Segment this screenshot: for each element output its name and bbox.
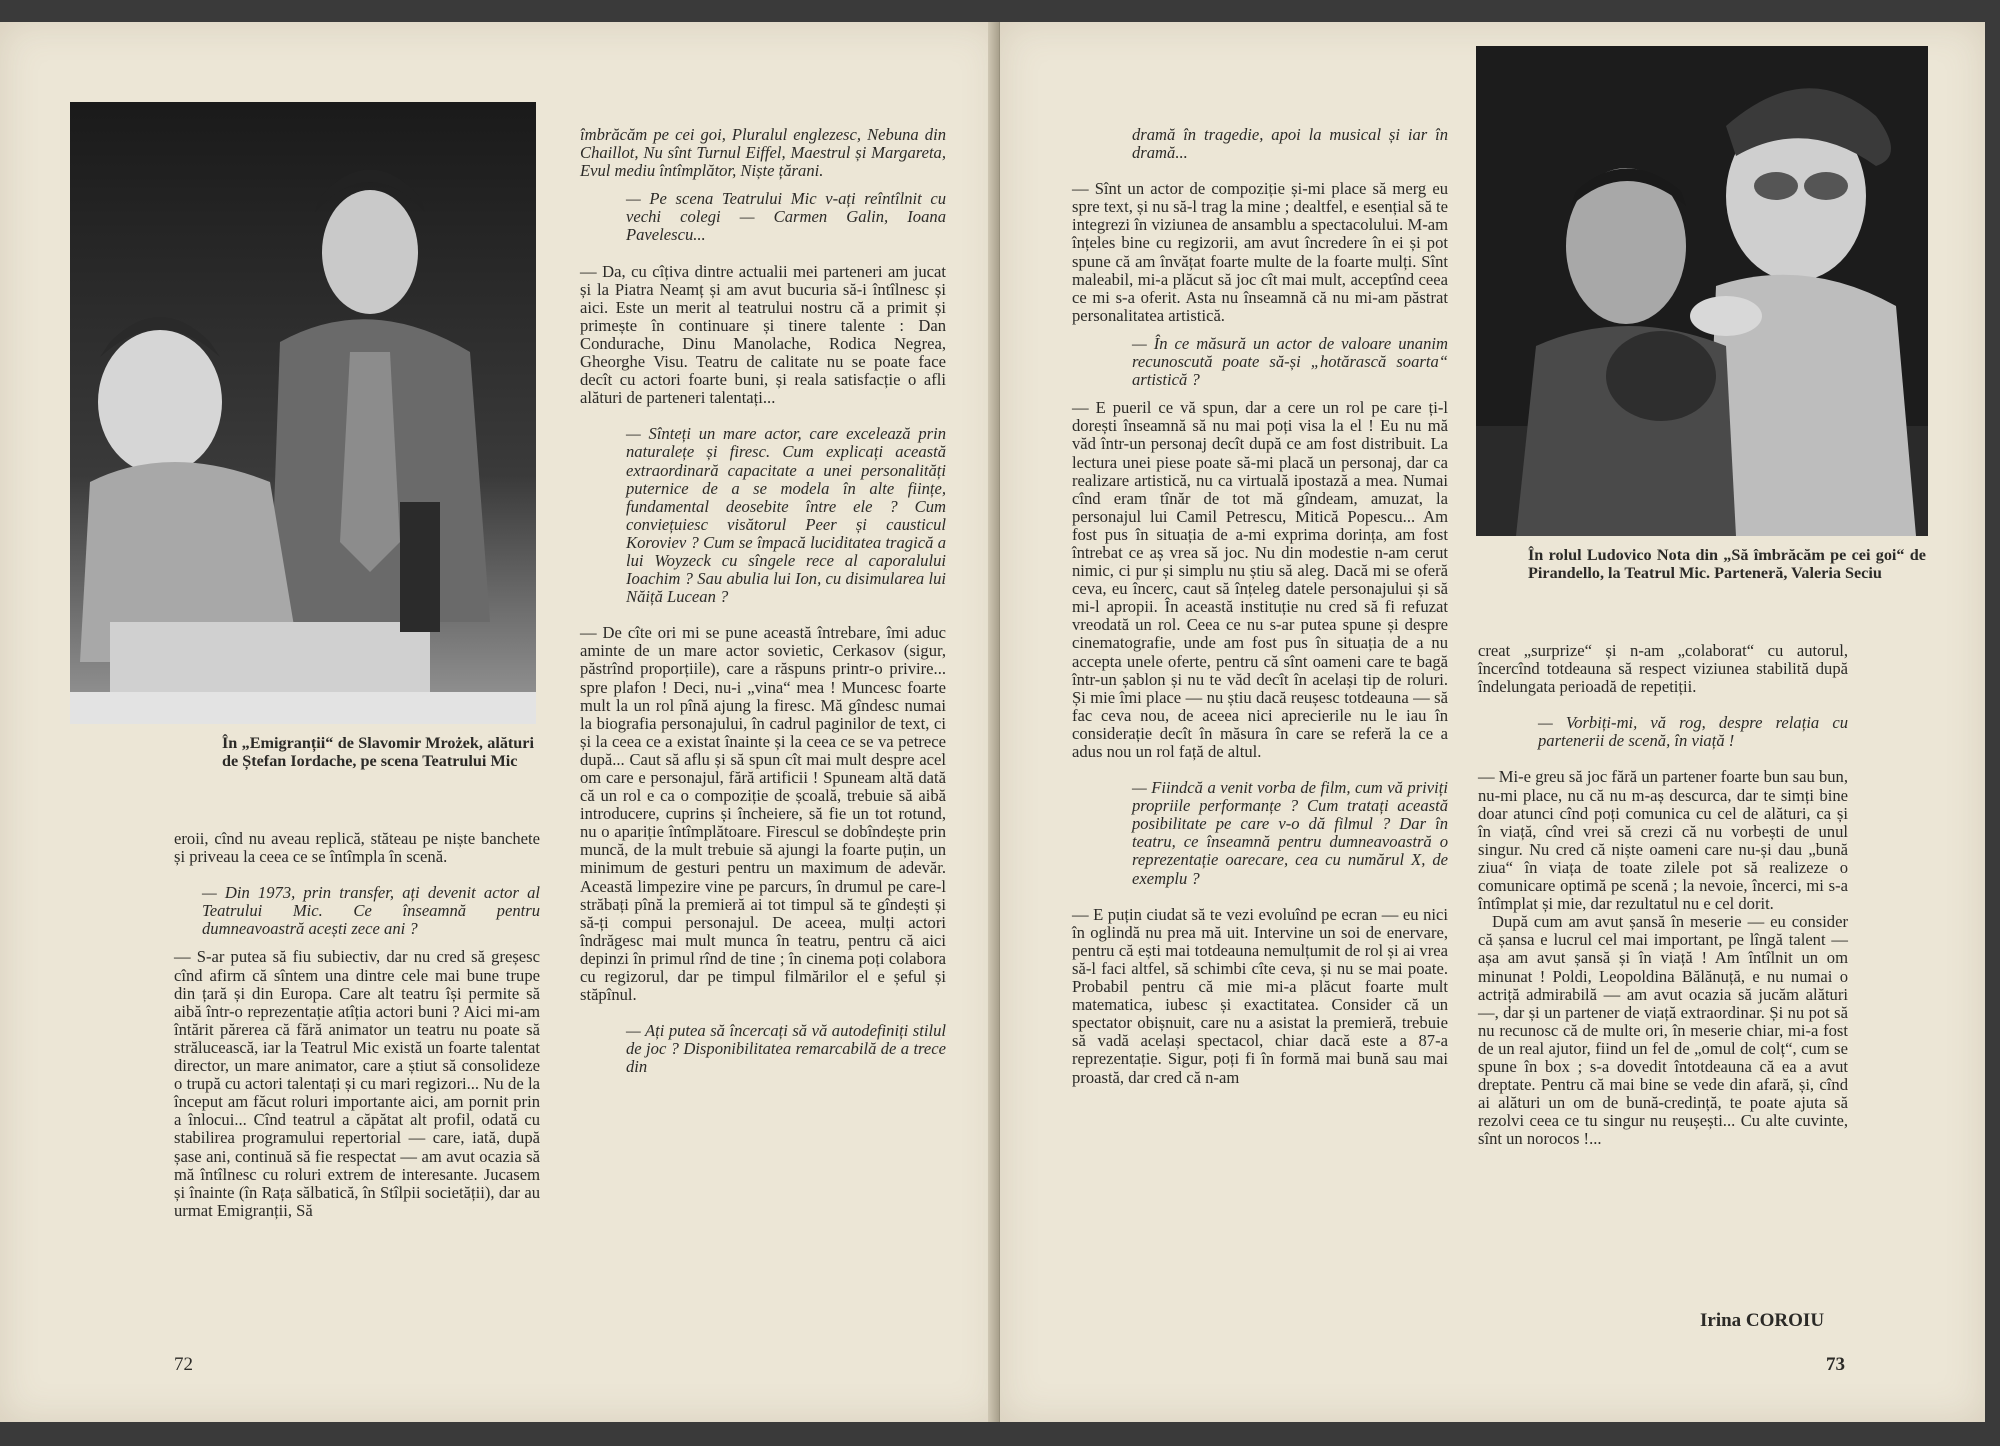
interview-answer: — Mi-e greu să joc fără un partener foarte bun sau bun, nu-mi place, nu că nu m-aș descurca, dar te simți bine doar atunci cînd poți comunica cu cel de alături, ca și în viață, cînd vrei să crezi că nu vorbești de unul singur. Nu cred că niște oameni care nu-și dau „bună ziua“ în viața de toate zilele pot să realizeze o comunicare optimă pe scenă ; la nevoie, încerci, mi s-a întîmplat și mie, dar rezultatul nu e cel dorit. — [1478, 767, 1848, 914]
interview-question: — Sînteți un mare actor, care excelează prin naturalețe și firesc. Cum explicați această extraordinară capacitate a unei personalități puternice de a se modela în alte ființe, fundamental deosebite între ele ? Cum conviețuiesc visătorul Peer și causticul Koroviev ? Cum se împacă luciditatea tragică a lui Woyzeck cu sîngele rece al caporalului Ioachim ? Sau abulia lui Ion, cu disimularea lui Năiță Lucean ? — [626, 424, 946, 607]
right-column-1 — [1072, 126, 1448, 1087]
right-column-2 — [1478, 642, 1848, 1148]
interview-question: — În ce măsură un actor de valoare unanim recunoscută poate să-și „hotărască soarta“ artistică ? — [1132, 333, 1448, 390]
interview-answer: — E pueril ce vă spun, dar a cere un rol pe care ți-l dorești înseamnă să nu mai poți visa la el ! Eu nu mă văd într-un personaj decît după ce am fost distribuit. La lectura unei piese poate să-mi placă un personaj, dar ca realizare artistică, nu ca virtuală ipostază a mea. Numai cînd eram tînăr de tot mă gîndeam, amuzat, la personajul lui Camil Petrescu, Mitică Popescu... Am fost pus în situația de a-mi exprima dorința, am fost întrebat ce aș vrea să joc. Nu din modestie n-am cerut nimic, ci pur și simplu nu știu să aleg. Dacă mi se oferă ceva, eu încerc, caut să înțeleg datele personajului și să mi-l apropii. În această instituție nu cred să fi refuzat vreodată un rol. Ceea ce nu s-ar putea spune și despre cinematografie, unde am fost pus în situația de a nu accepta unele oferte, pentru că sînt oameni care te bagă într-un șablon și nu te văd decît în același tip de roluri. Și mie îmi place — nu știu dacă reușesc totdeauna — să fac ceva nou, de aceea nici aprecierile nu le iau în considerație decît în măsura în care se referă la ce a adus nou un rol față de altul. — [1072, 398, 1448, 761]
left-column-2 — [580, 126, 946, 1077]
right-page — [1000, 22, 1985, 1422]
photo-ludovico-nota — [1476, 46, 1928, 536]
interview-answer: — Da, cu cîțiva dintre actualii mei parteneri am jucat și la Piatra Neamț și am avut bucuria să-i întîlnesc și aici. Este un merit al teatrului nostru că a primit și primește în continuare și tinere talente : Dan Condurache, Dinu Manolache, Rodica Negrea, Gheorghe Visu. Teatru de calitate nu se poate face decît cu actori foarte buni, și reala satisfacție o afli alături de parteneri talentați... — [580, 261, 946, 408]
interview-answer-continued: După cum am avut șansă în meserie — eu consider că șansa e lucrul cel mai important, pe lîngă talent — așa am avut șansă și în viață ! Am întîlnit un om minunat ! Poldi, Leopoldina Bălănuță, e nu numai o actriță admirabilă — am avut ocazia să jucăm alături —, dar și un partener de viață extraordinar. Și nu pot să nu recunosc că de multe ori, în meserie chiar, mi-a fost de un real ajutor, fiind un fel de „omul de colț“, cum se spune în box ; s-a dovedit întotdeauna că ea a avut dreptate. Pentru că mai bine se vede din afară, și, cînd ai alături un om de bună-credință, te poate ajuta să rezolvi ceea ce tu singur nu reușești... Cu alte cuvinte, sînt un norocos !... — [1478, 912, 1848, 1149]
photo-caption-right: În rolul Ludovico Nota din „Să îmbrăcăm pe cei goi“ de Pirandello, la Teatrul Mic. Parteneră, Valeria Seciu — [1528, 546, 1926, 582]
interview-answer: — Sînt un actor de compoziție și-mi place să merg eu spre text, și nu să-l trag la mine ; dealtfel, e esențial să te integrezi în viziunea de ansamblu a spectacolului. M-am înțeles bine cu regizorii, am avut încredere în ei și pot spune că am învățat foarte multe de la foarte mulți. Sînt maleabil, mi-a plăcut să joc cît mai mult, acceptînd ceea ce mi s-a oferit. Asta nu înseamnă că nu mi-am păstrat personalitatea artistică. — [1072, 179, 1448, 325]
page-number-left: 72 — [174, 1354, 193, 1375]
text-continuation: creat „surprize“ și n-am „colaborat“ cu autorul, încercînd totdeauna să respect viziunea stabilită după îndelungata perioadă de repetiții. — [1478, 641, 1848, 697]
interview-question: — Din 1973, prin transfer, ați devenit actor al Teatrului Mic. Ce înseamnă pentru dumneavoastră acești zece ani ? — [202, 883, 540, 939]
left-page — [0, 22, 1000, 1422]
interview-answer: — De cîte ori mi se pune această întrebare, îmi aduc aminte de un mare actor sovietic, Cerkasov (sigur, păstrînd proporțiile), care a răspuns printr-o privire... spre plafon ! Deci, nu-i „vina“ mea ! Muncesc foarte mult la un rol pînă ajung la firesc. Mă gîndesc numai la biografia personajului, în cadrul paginilor de text, ci și la ceea ce a existat înainte și la ceea ce se va petrece după... Caut să aflu și să spun cît mai mult despre acel om care e personajul, fără artificii ! Spuneam altă dată că un rol e ca o compoziție de școală, trebuie să aibă introducere, cuprins și încheiere, să fie un tot rotund, nu o apariție întîmplătoare. Firescul se dobîndește prin muncă, de la mult trebuie să ajungi la foarte puțin, un minimum de gesturi pentru un maximum de adevăr. Această limpezire vine pe parcurs, în drumul pe care-l străbați pînă la premieră ai tot timpul să te gîndești și să-ți compui personajul. De aceea, mulți actori îndrăgesc mai mult munca în teatru, pentru că aici depinzi în primul rînd de tine ; în cinema poți colabora cu regizorul, dar pe timpul filmărilor el e șeful și stăpînul. — [580, 623, 946, 1005]
photo-emigrantii — [70, 102, 536, 724]
text-continuation: îmbrăcăm pe cei goi, Pluralul englezesc, Nebuna din Chaillot, Nu sînt Turnul Eiffel, Maestrul și Margareta, Evul mediu întîmplător, Niște țărani. — [580, 125, 946, 181]
text-continuation: eroii, cînd nu aveau replică, stăteau pe niște banchete și priveau la ceea ce se întîmpla în scenă. — [174, 829, 540, 867]
interview-answer: — S-ar putea să fiu subiectiv, dar nu cred să greșesc cînd afirm că sîntem una dintre cele mai bune trupe din țară și din Europa. Care alt teatru își permite să aibă într-o reprezentație atîția actori buni ? Aici mi-am întărit părerea că fără animator un teatru nu poate să strălucească, iar la Teatrul Mic există un foarte talentat director, un mare animator, care a știut să consolideze o trupă cu actori talentați și cu mari regizori... Nu de la început am făcut roluri importante aici, am pornit prin a înlocui... Cînd teatrul a căpătat alt profil, odată cu stabilirea programului repertorial — care, iată, după șase ani, continuă să fie respectat — am avut ocazia să mă întîlnesc cu roluri extrem de interesante. Jucasem și înainte (în Rața sălbatică, în Stîlpii societății), dar au urmat Emigranții, Să — [174, 947, 540, 1220]
interview-question: — Pe scena Teatrului Mic v-ați reîntîlnit cu vechi colegi — Carmen Galin, Ioana Pavelescu... — [626, 189, 946, 245]
text-continuation: dramă în tragedie, apoi la musical și iar în dramă... — [1132, 125, 1448, 163]
photo-caption-left: În „Emigranții“ de Slavomir Mrożek, alături de Ștefan Iordache, pe scena Teatrului Mic — [222, 734, 534, 770]
interview-question: — Fiindcă a venit vorba de film, cum vă priviți propriile performanțe ? Cum tratați această posibilitate pe care v-o dă filmul ? Dar în teatru, ce înseamnă pentru dumneavoastră o reprezentație oarecare, cea cu numărul X, de exemplu ? — [1132, 778, 1448, 888]
interview-question: — Vorbiți-mi, vă rog, despre relația cu partenerii de scenă, în viață ! — [1538, 713, 1848, 751]
interview-question: — Ați putea să încercați să vă autodefiniți stilul de joc ? Disponibilitatea remarcabilă de a trece din — [626, 1021, 946, 1077]
left-column-1 — [174, 830, 540, 1220]
interview-answer: — E puțin ciudat să te vezi evoluînd pe ecran — eu nici în oglindă nu prea mă uit. Intervine un soi de enervare, pentru că ești mai totdeauna nemulțumit de rol și ai vrea să-l faci altfel, să schimbi cîte ceva, și nu se mai poate. Probabil pentru că mie mi-a plăcut foarte mult matematica, iubesc și exactitatea. Consider că un spectator obișnuit, care nu a asistat la premieră, trebuie să vadă același spectacol, chiar dacă este a 87-a reprezentație. Sigur, poți fi în formă mai bună sau mai proastă, dar cred că n-am — [1072, 904, 1448, 1087]
author-signature: Irina COROIU — [1700, 1310, 1825, 1331]
page-number-right: 73 — [1826, 1354, 1845, 1375]
